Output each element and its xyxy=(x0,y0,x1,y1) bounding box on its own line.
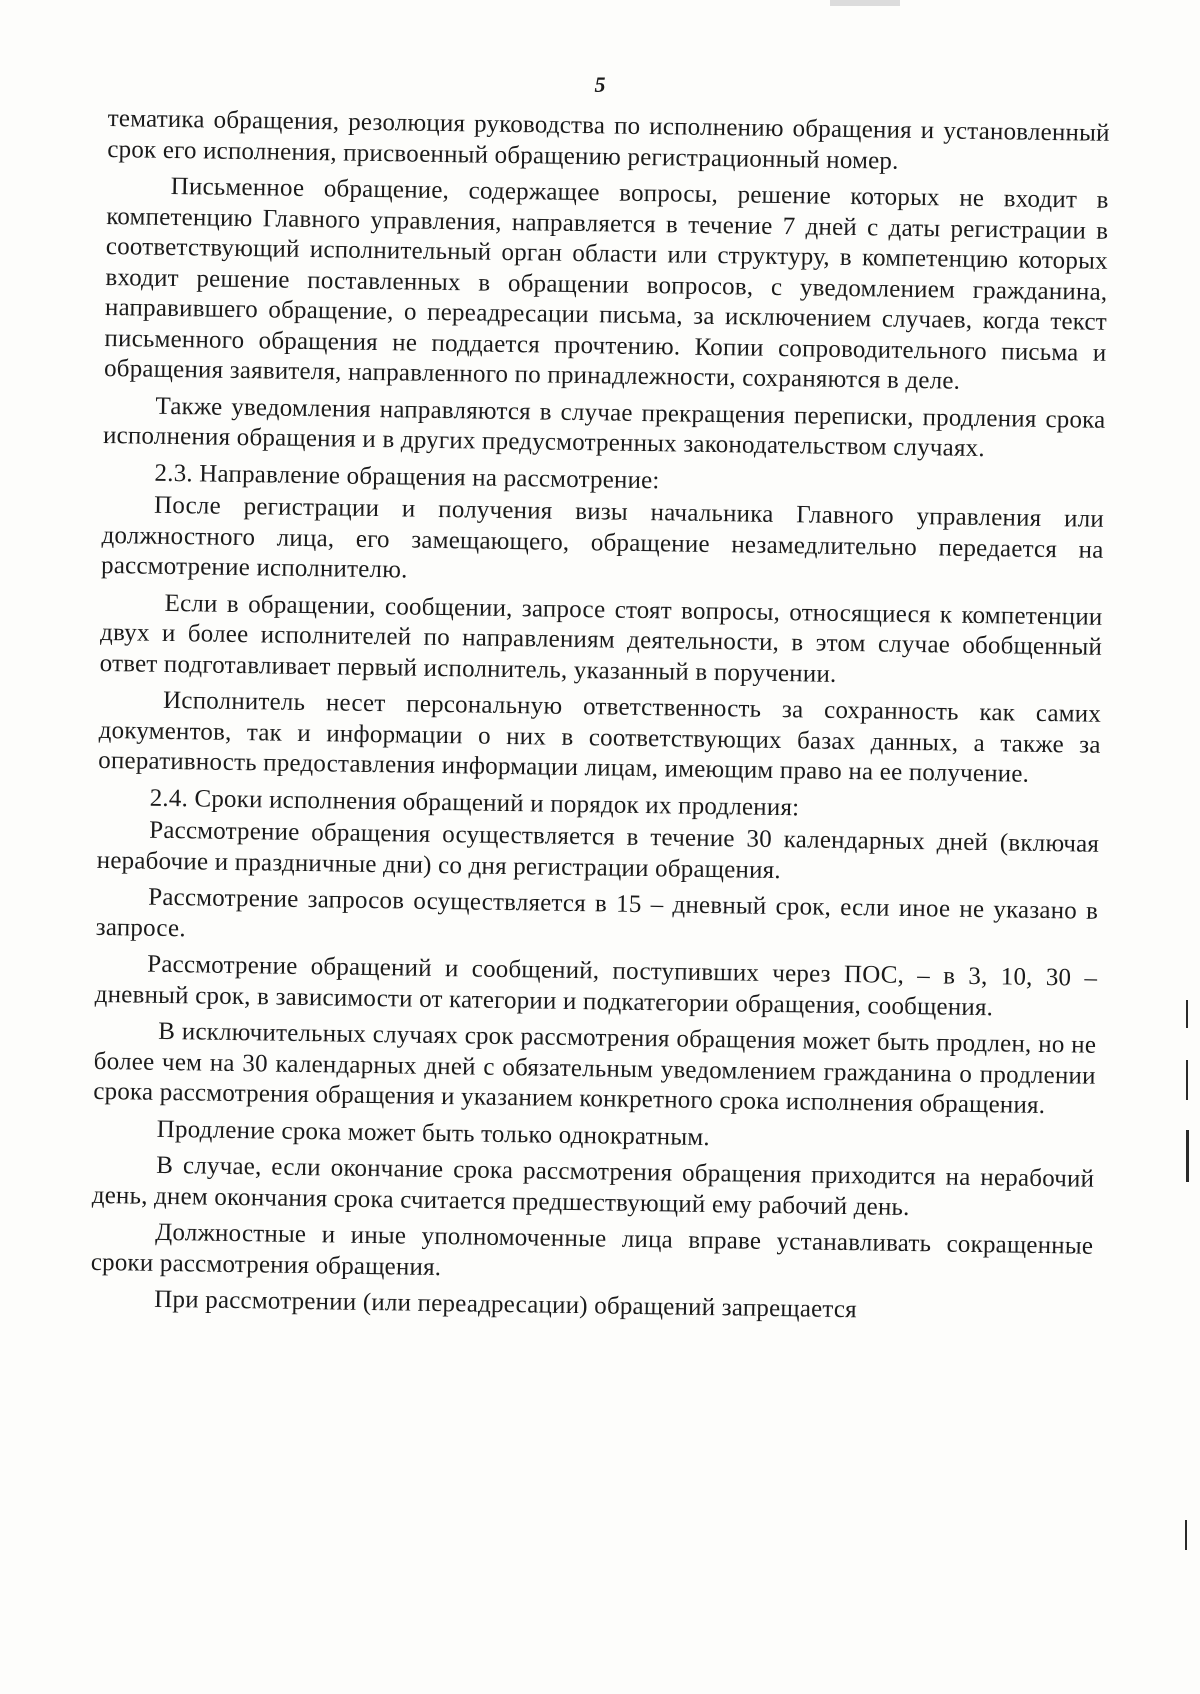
paragraph: В случае, если окончание срока рассмотрения обращения приходится на нерабочий день, днем окончания срока считается предшествующий ему рабочий день. xyxy=(91,1151,1095,1221)
section-heading: 2.3. Направление обращения на рассмотрение: xyxy=(154,459,660,494)
paragraph: Письменное обращение, содержащее вопросы, решение которых не входит в компетенцию Главного управления, направляется в течение 7 дней с даты регистрации в соответствующий исполнительный орган области или структуру, в компетенцию которых входит решение поставленных в обращении вопросов, с уведомлением гражданина, направившего обращение, о переадресации письма, за исключением случаев, когда текст письменного обращения не поддается прочтению. Копии сопроводительного письма и обращения заявителя, направленного по принадлежности, сохраняются в деле. xyxy=(103,172,1109,395)
paragraph: Продление срока может быть только однократным. xyxy=(156,1115,711,1151)
scan-artifact-mark xyxy=(1186,1060,1188,1100)
section-heading: 2.4. Сроки исполнения обращений и порядок их продления: xyxy=(149,784,800,821)
scan-artifact-mark xyxy=(1186,1000,1188,1028)
paragraph: Рассмотрение обращений и сообщений, поступивших через ПОС, – в 3, 10, 30 – дневный срок, в зависимости от категории и подкатегории обращения, сообщения. xyxy=(94,950,1098,1021)
paragraph: После регистрации и получения визы начальника Главного управления или должностного лица, его замещающего, обращение незамедлительно передается на рассмотрение исполнителю. xyxy=(100,491,1105,584)
document-body xyxy=(90,104,1110,1335)
paragraph: Также уведомления направляются в случае прекращения переписки, продления срока исполнения обращения и в других предусмотренных законодательством случаях. xyxy=(102,392,1106,463)
paragraph: Рассмотрение запросов осуществляется в 15 – дневный срок, если иное не указано в запросе. xyxy=(95,883,1099,942)
paragraph: При рассмотрении (или переадресации) обращений запрещается xyxy=(154,1285,858,1324)
paragraph: тематика обращения, резолюция руководства по исполнению обращения и установленный срок его исполнения, присвоенный обращению регистрационный номер. xyxy=(107,104,1110,175)
scan-artifact-mark xyxy=(830,0,900,6)
paragraph: Если в обращении, сообщении, запросе стоят вопросы, относящиеся к компетенции двух и более исполнителей по направлениям деятельности, в этом случае обобщенный ответ подготавливает первый исполнитель, указанный в поручении. xyxy=(99,589,1103,688)
paragraph: Должностные и иные уполномоченные лица вправе устанавливать сокращенные сроки рассмотрения обращения. xyxy=(90,1218,1094,1281)
paragraph: В исключительных случаях срок рассмотрения обращения может быть продлен, но не более чем на 30 календарных дней с обязательным уведомлением гражданина о продлении срока рассмотрения обращения и указанием конкретного срока исполнения обращения. xyxy=(93,1017,1097,1120)
paragraph: Исполнитель несет персональную ответственность за сохранность как самих документов, так и информации о них в соответствующих базах данных, а также за оперативность предоставления информации лицам, имеющим право на ее получение. xyxy=(98,686,1102,788)
scan-artifact-mark xyxy=(1185,1520,1187,1550)
scan-artifact-mark xyxy=(1186,1130,1189,1182)
paragraph: Рассмотрение обращения осуществляется в течение 30 календарных дней (включая нерабочие и праздничные дни) со дня регистрации обращения. xyxy=(96,816,1100,884)
page-number: 5 xyxy=(594,72,606,97)
